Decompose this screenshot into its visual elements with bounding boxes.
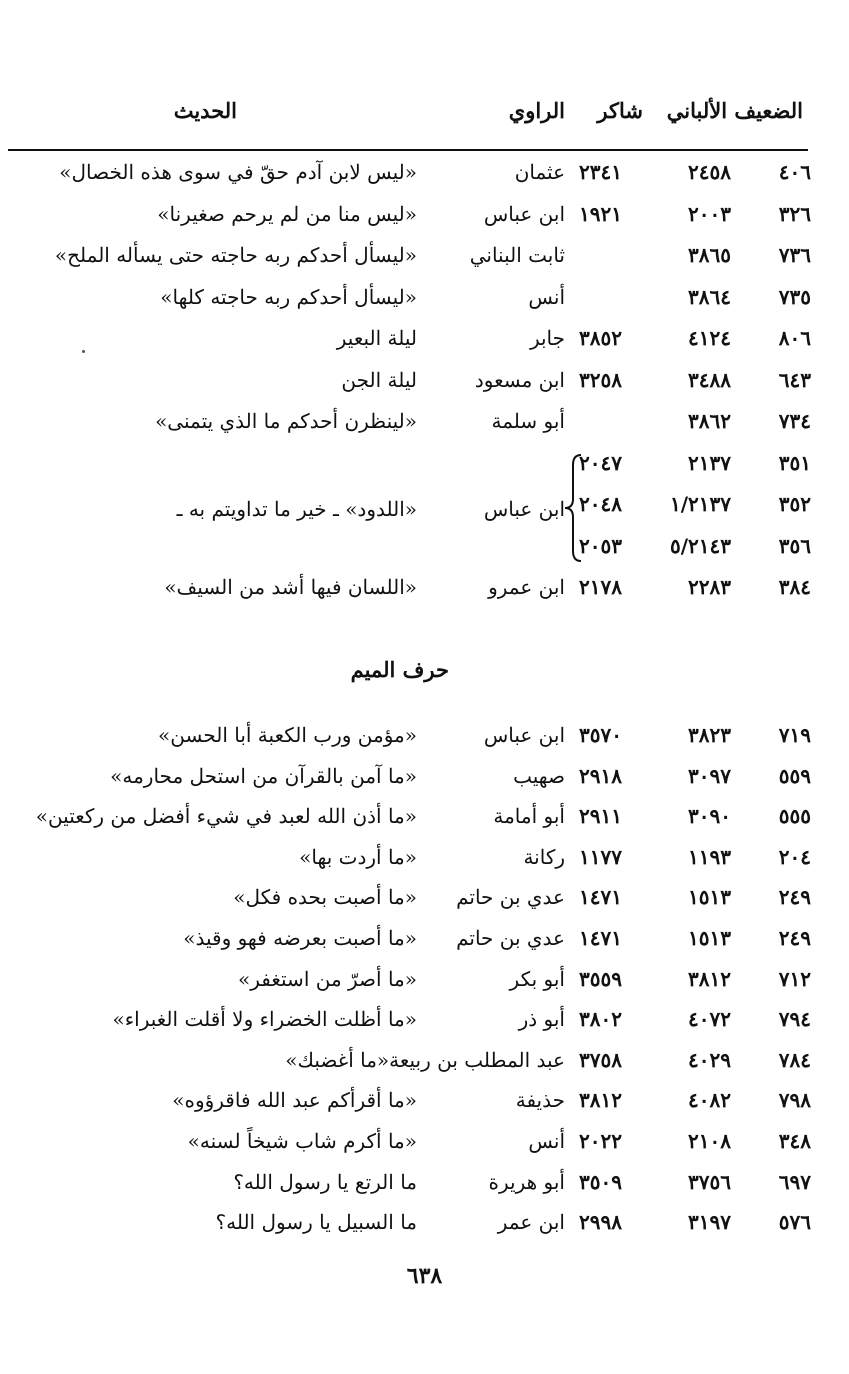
hadith-text bbox=[7, 443, 417, 483]
table-row bbox=[0, 999, 849, 1039]
table-row bbox=[0, 360, 849, 400]
narrator: حذيفة bbox=[515, 1088, 565, 1113]
entry-number: ٦٤٣ bbox=[778, 367, 811, 392]
page-number: ٦٣٨ bbox=[406, 1263, 443, 1289]
albani-number: ٣١٩٧ bbox=[688, 1210, 731, 1235]
table-row bbox=[0, 194, 849, 234]
shakir-number: ١٩٢١ bbox=[579, 201, 622, 226]
header-shakir: شاكر bbox=[597, 98, 643, 123]
albani-number: ٣٤٨٨ bbox=[688, 367, 731, 392]
table-row bbox=[0, 526, 849, 566]
entry-number: ٧٩٨ bbox=[778, 1088, 811, 1113]
table-row bbox=[0, 756, 849, 796]
albani-number: ٢٠٠٣ bbox=[688, 201, 731, 226]
albani-number: ٣٠٩٧ bbox=[688, 763, 731, 788]
shakir-number: ١٤٧١ bbox=[579, 926, 622, 950]
header-rawi: الراوي bbox=[508, 98, 565, 123]
shakir-number: ٢٠٥٣ bbox=[579, 533, 622, 558]
albani-number: ٢١٣٧ bbox=[688, 450, 731, 475]
table-row bbox=[0, 715, 849, 755]
entry-number: ٢٤٩ bbox=[778, 885, 811, 910]
albani-number: ٤٠٧٢ bbox=[688, 1007, 731, 1032]
narrator: ابن عمرو bbox=[488, 575, 565, 599]
narrator: أنس bbox=[528, 284, 565, 309]
table-row bbox=[0, 567, 849, 607]
table-row bbox=[0, 484, 849, 524]
table-row bbox=[0, 1162, 849, 1202]
entry-number: ٣٥٦ bbox=[778, 533, 811, 558]
table-row bbox=[0, 235, 849, 275]
hadith-text: ليلة الجن bbox=[341, 367, 417, 392]
hadith-text: «ليس لابن آدم حقّ في سوى هذه الخصال» bbox=[59, 160, 417, 184]
albani-number: ٤٠٢٩ bbox=[688, 1047, 731, 1072]
albani-number: ٢٤٥٨ bbox=[688, 160, 731, 184]
entry-number: ٣٥١ bbox=[778, 450, 811, 475]
hadith-text: «ليسأل أحدكم ربه حاجته حتى يسأله الملح» bbox=[54, 243, 417, 267]
entry-number: ٢٤٩ bbox=[778, 926, 811, 950]
entry-number: ٧٨٤ bbox=[778, 1047, 811, 1072]
albani-number: ٣٨٢٣ bbox=[688, 723, 731, 747]
header-daif-albani: الضعيف الألباني bbox=[666, 98, 803, 123]
shakir-number: ٣٨٠٢ bbox=[579, 1007, 622, 1032]
narrator: أنس bbox=[528, 1129, 565, 1153]
albani-number: ٣٨٦٤ bbox=[688, 284, 731, 309]
shakir-number: ٢٠٤٧ bbox=[579, 450, 622, 475]
albani-number: ٣٨١٢ bbox=[688, 966, 731, 991]
narrator: صهيب bbox=[513, 763, 565, 788]
narrator: أبو سلمة bbox=[491, 409, 565, 433]
shakir-number: ٣٥٥٩ bbox=[579, 966, 622, 991]
hadith-text: «ما أذن الله لعبد في شيء أفضل من ركعتين» bbox=[35, 804, 417, 829]
hadith-text: «مؤمن ورب الكعبة أبا الحسن» bbox=[158, 723, 417, 747]
table-row bbox=[0, 277, 849, 317]
table-row bbox=[0, 152, 849, 192]
hadith-text: «لينظرن أحدكم ما الذي يتمنى» bbox=[155, 409, 417, 433]
hadith-text: «ما أصرّ من استغفر» bbox=[237, 966, 417, 991]
entry-number: ٧٩٤ bbox=[778, 1007, 811, 1032]
albani-number: ٢٢٨٣ bbox=[688, 575, 731, 599]
albani-number: ٥/٢١٤٣ bbox=[669, 533, 731, 558]
hadith-text: «ما آمن بالقرآن من استحل محارمه» bbox=[110, 763, 417, 788]
shakir-number: ٣٧٥٨ bbox=[579, 1047, 622, 1072]
narrator: ابن عباس bbox=[483, 723, 565, 747]
hadith-text bbox=[7, 1040, 417, 1080]
entry-number: ٧١٩ bbox=[778, 723, 811, 747]
shakir-number: ١١٧٧ bbox=[579, 844, 622, 869]
shakir-number: ٣٨٥٢ bbox=[579, 326, 622, 350]
albani-number: ٣٧٥٦ bbox=[688, 1169, 731, 1194]
hadith-text: «ما أقرأكم عبد الله فاقرؤوه» bbox=[172, 1088, 417, 1113]
shakir-number: ٢٩٩٨ bbox=[579, 1210, 622, 1235]
narrator: أبو ذر bbox=[518, 1007, 565, 1032]
albani-number: ٤٠٨٢ bbox=[688, 1088, 731, 1113]
hadith-text: «ما أصبت بحده فكل» bbox=[233, 885, 417, 910]
shakir-number: ٣٨١٢ bbox=[579, 1088, 622, 1113]
albani-number: ٣٨٦٢ bbox=[688, 409, 731, 433]
shakir-number: ٣٥٧٠ bbox=[579, 723, 622, 747]
entry-number: ٢٠٤ bbox=[778, 844, 811, 869]
table-row bbox=[0, 443, 849, 483]
entry-number: ٦٩٧ bbox=[778, 1169, 811, 1194]
hadith-text: «ما أكرم شاب شيخاً لسنه» bbox=[187, 1129, 417, 1153]
table-row bbox=[0, 1080, 849, 1120]
entry-number: ٧٣٥ bbox=[778, 284, 811, 309]
table-row bbox=[0, 959, 849, 999]
shakir-number: ٢٩١١ bbox=[579, 804, 622, 829]
albani-number: ٣٨٦٥ bbox=[688, 243, 731, 267]
table-row bbox=[0, 401, 849, 441]
narrator: عدي بن حاتم bbox=[456, 926, 565, 950]
table-row bbox=[0, 1202, 849, 1242]
table-row bbox=[0, 877, 849, 917]
albani-number: ١٥١٣ bbox=[688, 926, 731, 950]
hadith-text: ليلة البعير bbox=[336, 326, 417, 350]
entry-number: ٤٠٦ bbox=[778, 160, 811, 184]
entry-number: ٧٣٤ bbox=[778, 409, 811, 433]
hadith-text: «اللسان فيها أشد من السيف» bbox=[164, 575, 417, 599]
section-title: حرف الميم bbox=[350, 657, 449, 682]
albani-number: ٤١٢٤ bbox=[688, 326, 731, 350]
hadith-text: «ما أصبت بعرضه فهو وقيذ» bbox=[183, 926, 417, 950]
shakir-number: ٢٣٤١ bbox=[579, 160, 622, 184]
hadith-text bbox=[7, 526, 417, 566]
table-row bbox=[0, 918, 849, 958]
hadith-text: «ليس منا من لم يرحم صغيرنا» bbox=[157, 201, 417, 226]
group-hadith: «اللدود» ـ خير ما تداويتم به ـ bbox=[176, 497, 417, 521]
narrator: ثابت البناني bbox=[469, 243, 565, 267]
shakir-number: ٢١٧٨ bbox=[579, 575, 622, 599]
entry-number: ٧١٢ bbox=[778, 966, 811, 991]
narrator: عدي بن حاتم bbox=[456, 885, 565, 910]
header-rule bbox=[8, 149, 808, 151]
narrator: ابن عباس bbox=[483, 201, 565, 226]
header-hadith: الحديث bbox=[173, 98, 237, 123]
narrator: عبد المطلب بن ربيعة«ما أغضبك» bbox=[285, 1047, 565, 1072]
print-speck bbox=[82, 350, 85, 353]
hadith-text: «ما أظلت الخضراء ولا أقلت الغبراء» bbox=[112, 1007, 417, 1032]
entry-number: ٣٢٦ bbox=[778, 201, 811, 226]
entry-number: ٣٥٢ bbox=[778, 492, 811, 516]
narrator: ابن مسعود bbox=[474, 367, 565, 392]
shakir-number: ٢٩١٨ bbox=[579, 763, 622, 788]
albani-number: ١/٢١٣٧ bbox=[669, 492, 731, 516]
shakir-number: ٢٠٤٨ bbox=[579, 492, 622, 516]
entry-number: ٥٥٥ bbox=[778, 804, 811, 829]
shakir-number: ٣٢٥٨ bbox=[579, 367, 622, 392]
albani-number: ٢١٠٨ bbox=[688, 1129, 731, 1153]
narrator: أبو هريرة bbox=[488, 1169, 565, 1194]
hadith-text: ما السبيل يا رسول الله؟ bbox=[215, 1210, 417, 1235]
narrator: أبو أمامة bbox=[493, 804, 565, 829]
hadith-text: «ليسأل أحدكم ربه حاجته كلها» bbox=[160, 284, 417, 309]
table-row bbox=[0, 837, 849, 877]
table-row bbox=[0, 1121, 849, 1161]
shakir-number: ٣٥٠٩ bbox=[579, 1169, 622, 1194]
table-row bbox=[0, 318, 849, 358]
shakir-number: ١٤٧١ bbox=[579, 885, 622, 910]
entry-number: ٣٨٤ bbox=[778, 575, 811, 599]
narrator: أبو بكر bbox=[509, 966, 565, 991]
hadith-text: «ما أردت بها» bbox=[299, 844, 417, 869]
group-narrator: ابن عباس bbox=[483, 497, 565, 521]
entry-number: ٨٠٦ bbox=[778, 326, 811, 350]
entry-number: ٥٧٦ bbox=[778, 1210, 811, 1235]
entry-number: ٥٥٩ bbox=[778, 763, 811, 788]
albani-number: ١٥١٣ bbox=[688, 885, 731, 910]
table-row bbox=[0, 796, 849, 836]
narrator: عثمان bbox=[514, 160, 565, 184]
hadith-text: ما الرتع يا رسول الله؟ bbox=[233, 1169, 417, 1194]
entry-number: ٣٤٨ bbox=[778, 1129, 811, 1153]
narrator: ركانة bbox=[523, 844, 565, 869]
albani-number: ٣٠٩٠ bbox=[688, 804, 731, 829]
shakir-number: ٢٠٢٢ bbox=[579, 1129, 622, 1153]
narrator: جابر bbox=[529, 326, 565, 350]
table-row bbox=[0, 1040, 849, 1080]
albani-number: ١١٩٣ bbox=[688, 844, 731, 869]
entry-number: ٧٣٦ bbox=[778, 243, 811, 267]
narrator: ابن عمر bbox=[497, 1210, 565, 1235]
